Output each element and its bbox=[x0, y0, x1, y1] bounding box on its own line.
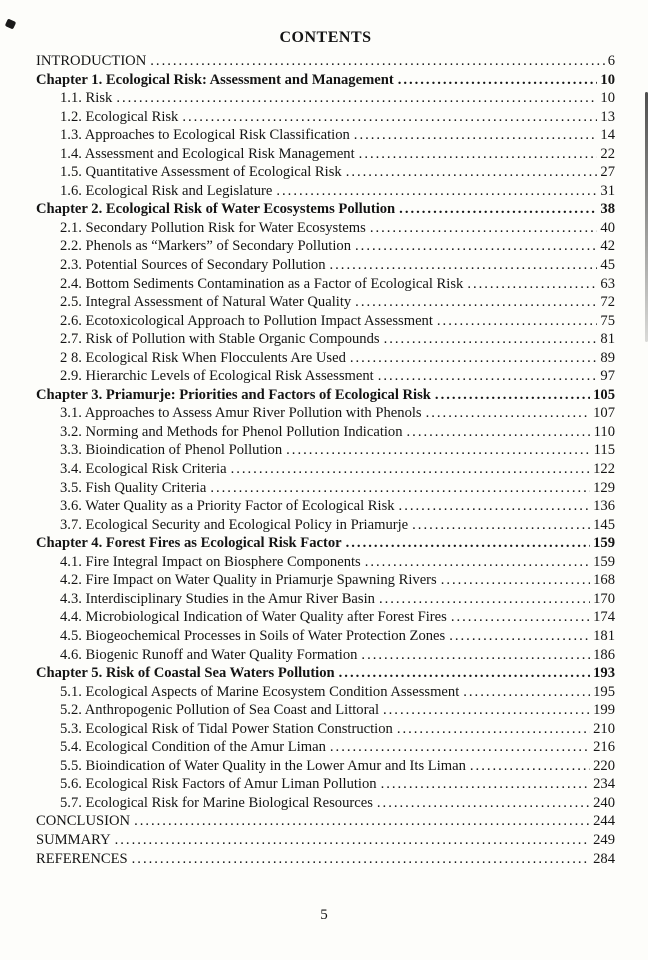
toc-entry-label: SUMMARY bbox=[36, 831, 111, 848]
toc-entry bbox=[36, 683, 615, 702]
dotted-leader bbox=[132, 850, 590, 869]
toc-entry-label: 4.6. Biogenic Runoff and Water Quality Formation bbox=[60, 646, 358, 663]
toc-entry bbox=[36, 52, 615, 71]
dotted-leader bbox=[355, 237, 597, 256]
toc-entry bbox=[36, 701, 615, 720]
dotted-leader bbox=[182, 108, 597, 127]
toc-entry-page: 181 bbox=[593, 627, 615, 644]
toc-entry-label: 2.5. Integral Assessment of Natural Water Quality bbox=[60, 294, 352, 311]
toc-entry-page: 244 bbox=[593, 813, 615, 830]
toc-entry-page: 168 bbox=[593, 572, 615, 589]
toc-entry-label: 4.5. Biogeochemical Processes in Soils of Water Protection Zones bbox=[60, 627, 446, 644]
toc-entry bbox=[36, 108, 615, 127]
toc-entry-page: 193 bbox=[593, 665, 615, 682]
toc-entry bbox=[36, 312, 615, 331]
toc-entry bbox=[36, 775, 615, 794]
toc-entry bbox=[36, 646, 615, 665]
toc-entry-page: 97 bbox=[600, 368, 615, 385]
toc-entry-label: 5.1. Ecological Aspects of Marine Ecosystem Condition Assessment bbox=[60, 683, 460, 700]
toc-entry bbox=[36, 516, 615, 535]
toc-entry-page: 14 bbox=[600, 127, 615, 144]
toc-entry-label: 2.7. Risk of Pollution with Stable Organic Compounds bbox=[60, 331, 380, 348]
toc-entry-page: 107 bbox=[593, 405, 615, 422]
toc-entry-page: 10 bbox=[600, 90, 615, 107]
dotted-leader bbox=[330, 738, 590, 757]
scan-artifact-corner bbox=[5, 18, 17, 29]
toc-entry-label: 3.1. Approaches to Assess Amur River Pollution with Phenols bbox=[60, 405, 422, 422]
toc-entry bbox=[36, 256, 615, 275]
toc-entry-label: Chapter 5. Risk of Coastal Sea Waters Pollution bbox=[36, 665, 335, 682]
toc-entry bbox=[36, 590, 615, 609]
toc-entry-page: 81 bbox=[600, 331, 615, 348]
toc-entry-page: 186 bbox=[593, 646, 615, 663]
dotted-leader bbox=[286, 441, 590, 460]
toc-entry bbox=[36, 831, 615, 850]
toc-entry-label: 5.7. Ecological Risk for Marine Biological Resources bbox=[60, 794, 373, 811]
toc-entry bbox=[36, 349, 615, 368]
toc-entry-label: 3.4. Ecological Risk Criteria bbox=[60, 461, 227, 478]
toc-entry-label: Chapter 3. Priamurje: Priorities and Factors of Ecological Risk bbox=[36, 386, 431, 403]
dotted-leader bbox=[384, 330, 598, 349]
toc-entry-label: INTRODUCTION bbox=[36, 53, 147, 69]
toc-entry-label: 2.4. Bottom Sediments Contamination as a Factor of Ecological Risk bbox=[60, 275, 464, 292]
toc-entry-label: Chapter 2. Ecological Risk of Water Ecosystems Pollution bbox=[36, 201, 396, 218]
dotted-leader bbox=[397, 720, 590, 739]
toc-entry-page: 13 bbox=[600, 108, 615, 125]
toc-entry-label: Chapter 4. Forest Fires as Ecological Risk Factor bbox=[36, 535, 342, 552]
toc-entry-page: 42 bbox=[600, 238, 615, 255]
toc-entry-label: 3.3. Bioindication of Phenol Pollution bbox=[60, 442, 283, 459]
toc-entry-label: Chapter 1. Ecological Risk: Assessment and Management bbox=[36, 71, 394, 88]
toc-entry bbox=[36, 812, 615, 831]
toc-entry bbox=[36, 794, 615, 813]
dotted-leader bbox=[383, 701, 590, 720]
toc-entry-label: 5.5. Bioindication of Water Quality in the Lower Amur and Its Liman bbox=[60, 757, 466, 774]
toc-entry bbox=[36, 145, 615, 164]
toc-entry-label: 2 8. Ecological Risk When Flocculents Are Used bbox=[60, 349, 346, 366]
toc-entry-label: 1.1. Risk bbox=[60, 90, 113, 107]
dotted-leader bbox=[330, 256, 598, 275]
dotted-leader bbox=[350, 349, 598, 368]
toc-entry-label: 3.6. Water Quality as a Priority Factor of Ecological Risk bbox=[60, 498, 395, 515]
toc-entry-label: 5.2. Anthropogenic Pollution of Sea Coast and Littoral bbox=[60, 702, 379, 719]
toc-entry-page: 210 bbox=[593, 720, 615, 737]
toc-entry-page: 10 bbox=[600, 71, 615, 88]
dotted-leader bbox=[361, 646, 590, 665]
toc-entry-label: 5.4. Ecological Condition of the Amur Liman bbox=[60, 739, 326, 756]
dotted-leader bbox=[426, 404, 591, 423]
toc-entry-page: 129 bbox=[593, 479, 615, 496]
toc-entry bbox=[36, 71, 615, 90]
toc-entry-label: 4.3. Interdisciplinary Studies in the Amur River Basin bbox=[60, 590, 375, 607]
toc-entry bbox=[36, 423, 615, 442]
toc-entry bbox=[36, 627, 615, 646]
dotted-leader bbox=[399, 497, 591, 516]
toc-entry bbox=[36, 293, 615, 312]
toc-entry bbox=[36, 460, 615, 479]
dotted-leader bbox=[378, 367, 598, 386]
toc-entry-label: 4.2. Fire Impact on Water Quality in Priamurje Spawning Rivers bbox=[60, 572, 437, 589]
dotted-leader bbox=[210, 479, 590, 498]
toc-entry-page: 40 bbox=[600, 219, 615, 236]
toc-entry bbox=[36, 608, 615, 627]
toc-entry-page: 216 bbox=[593, 739, 615, 756]
toc-entry bbox=[36, 367, 615, 386]
toc-entry-page: 170 bbox=[593, 590, 615, 607]
dotted-leader bbox=[377, 794, 590, 813]
toc-entry-page: 249 bbox=[593, 831, 615, 848]
toc-entry bbox=[36, 200, 615, 219]
dotted-leader bbox=[116, 89, 597, 108]
toc-entry-page: 110 bbox=[593, 423, 615, 440]
dotted-leader bbox=[115, 831, 590, 850]
toc-entry-page: 63 bbox=[600, 275, 615, 292]
toc-entry bbox=[36, 126, 615, 145]
dotted-leader bbox=[435, 386, 590, 405]
toc-entry-label: 2.2. Phenols as “Markers” of Secondary Pollution bbox=[60, 238, 352, 255]
toc-entry bbox=[36, 89, 615, 108]
toc-entry bbox=[36, 479, 615, 498]
toc-entry-label: 3.5. Fish Quality Criteria bbox=[60, 479, 207, 496]
toc-entry-page: 199 bbox=[593, 702, 615, 719]
dotted-leader bbox=[231, 460, 591, 479]
dotted-leader bbox=[467, 275, 597, 294]
toc-entry-page: 105 bbox=[593, 386, 615, 403]
toc-entry-label: 5.6. Ecological Risk Factors of Amur Liman Pollution bbox=[60, 776, 377, 793]
toc-entry-page: 195 bbox=[593, 683, 615, 700]
dotted-leader bbox=[150, 52, 604, 71]
toc-entry bbox=[36, 182, 615, 201]
toc-entry-label: REFERENCES bbox=[36, 850, 128, 867]
toc-entry-page: 174 bbox=[593, 609, 615, 626]
toc-entry-label: 4.1. Fire Integral Impact on Biosphere Components bbox=[60, 553, 361, 570]
dotted-leader bbox=[449, 627, 590, 646]
toc-entry-label: 1.4. Assessment and Ecological Risk Management bbox=[60, 145, 355, 162]
toc-entry-page: 136 bbox=[593, 498, 615, 515]
toc-entry-page: 22 bbox=[600, 145, 615, 162]
toc-entry-label: 2.9. Hierarchic Levels of Ecological Risk Assessment bbox=[60, 368, 374, 385]
toc-entry-page: 6 bbox=[607, 53, 615, 69]
toc-entry-label: 1.3. Approaches to Ecological Risk Classification bbox=[60, 127, 350, 144]
toc-entry bbox=[36, 404, 615, 423]
dotted-leader bbox=[276, 182, 597, 201]
toc-entry-label: 1.5. Quantitative Assessment of Ecological Risk bbox=[60, 164, 342, 181]
dotted-leader bbox=[354, 126, 598, 145]
dotted-leader bbox=[339, 664, 590, 683]
toc-entry-page: 220 bbox=[593, 757, 615, 774]
toc-entry-label: 1.6. Ecological Risk and Legislature bbox=[60, 182, 273, 199]
dotted-leader bbox=[451, 608, 590, 627]
toc-entry-page: 122 bbox=[593, 461, 615, 478]
dotted-leader bbox=[407, 423, 591, 442]
toc-entry-label: 5.3. Ecological Risk of Tidal Power Station Construction bbox=[60, 720, 393, 737]
toc-entry bbox=[36, 720, 615, 739]
toc-entry bbox=[36, 237, 615, 256]
toc-entry-page: 145 bbox=[593, 516, 615, 533]
toc-entry bbox=[36, 738, 615, 757]
dotted-leader bbox=[399, 200, 597, 219]
dotted-leader bbox=[359, 145, 598, 164]
dotted-leader bbox=[365, 553, 590, 572]
toc-entry-page: 234 bbox=[593, 776, 615, 793]
dotted-leader bbox=[398, 71, 598, 90]
toc-entry-label: 2.6. Ecotoxicological Approach to Pollution Impact Assessment bbox=[60, 312, 433, 329]
toc-entry-page: 27 bbox=[600, 164, 615, 181]
toc-list bbox=[36, 52, 615, 868]
toc-entry-label: 3.7. Ecological Security and Ecological Policy in Priamurje bbox=[60, 516, 409, 533]
toc-entry-page: 89 bbox=[600, 349, 615, 366]
toc-entry-label: 1.2. Ecological Risk bbox=[60, 108, 179, 125]
toc-entry-label: 2.1. Secondary Pollution Risk for Water Ecosystems bbox=[60, 219, 366, 236]
toc-entry bbox=[36, 553, 615, 572]
toc-entry bbox=[36, 664, 615, 683]
toc-entry-page: 284 bbox=[593, 850, 615, 867]
toc-entry bbox=[36, 757, 615, 776]
dotted-leader bbox=[379, 590, 590, 609]
toc-entry-page: 240 bbox=[593, 794, 615, 811]
dotted-leader bbox=[463, 683, 590, 702]
toc-entry bbox=[36, 386, 615, 405]
toc-entry bbox=[36, 571, 615, 590]
toc-entry-label: CONCLUSION bbox=[36, 813, 131, 830]
dotted-leader bbox=[346, 534, 590, 553]
toc-entry-label: 3.2. Norming and Methods for Phenol Pollution Indication bbox=[60, 423, 403, 440]
toc-entry bbox=[36, 441, 615, 460]
dotted-leader bbox=[346, 163, 598, 182]
toc-entry bbox=[36, 850, 615, 869]
toc-entry-page: 31 bbox=[600, 182, 615, 199]
dotted-leader bbox=[355, 293, 597, 312]
dotted-leader bbox=[134, 812, 590, 831]
toc-entry bbox=[36, 219, 615, 238]
toc-entry-label: 4.4. Microbiological Indication of Water Quality after Forest Fires bbox=[60, 609, 447, 626]
toc-entry-page: 159 bbox=[593, 553, 615, 570]
toc-entry bbox=[36, 275, 615, 294]
toc-entry-page: 115 bbox=[593, 442, 615, 459]
toc-entry bbox=[36, 163, 615, 182]
dotted-leader bbox=[412, 516, 590, 535]
toc-entry bbox=[36, 534, 615, 553]
toc-entry-page: 75 bbox=[600, 312, 615, 329]
dotted-leader bbox=[470, 757, 590, 776]
toc-entry-page: 45 bbox=[600, 257, 615, 274]
toc-entry bbox=[36, 330, 615, 349]
dotted-leader bbox=[370, 219, 598, 238]
contents-heading: CONTENTS bbox=[279, 29, 372, 46]
page-number: 5 bbox=[320, 907, 328, 923]
toc-entry-label: 2.3. Potential Sources of Secondary Pollution bbox=[60, 257, 326, 274]
dotted-leader bbox=[441, 571, 590, 590]
toc-entry-page: 159 bbox=[593, 535, 615, 552]
dotted-leader bbox=[437, 312, 598, 331]
dotted-leader bbox=[381, 775, 591, 794]
toc-entry-page: 38 bbox=[600, 201, 615, 218]
toc-entry bbox=[36, 497, 615, 516]
toc-entry-page: 72 bbox=[600, 294, 615, 311]
